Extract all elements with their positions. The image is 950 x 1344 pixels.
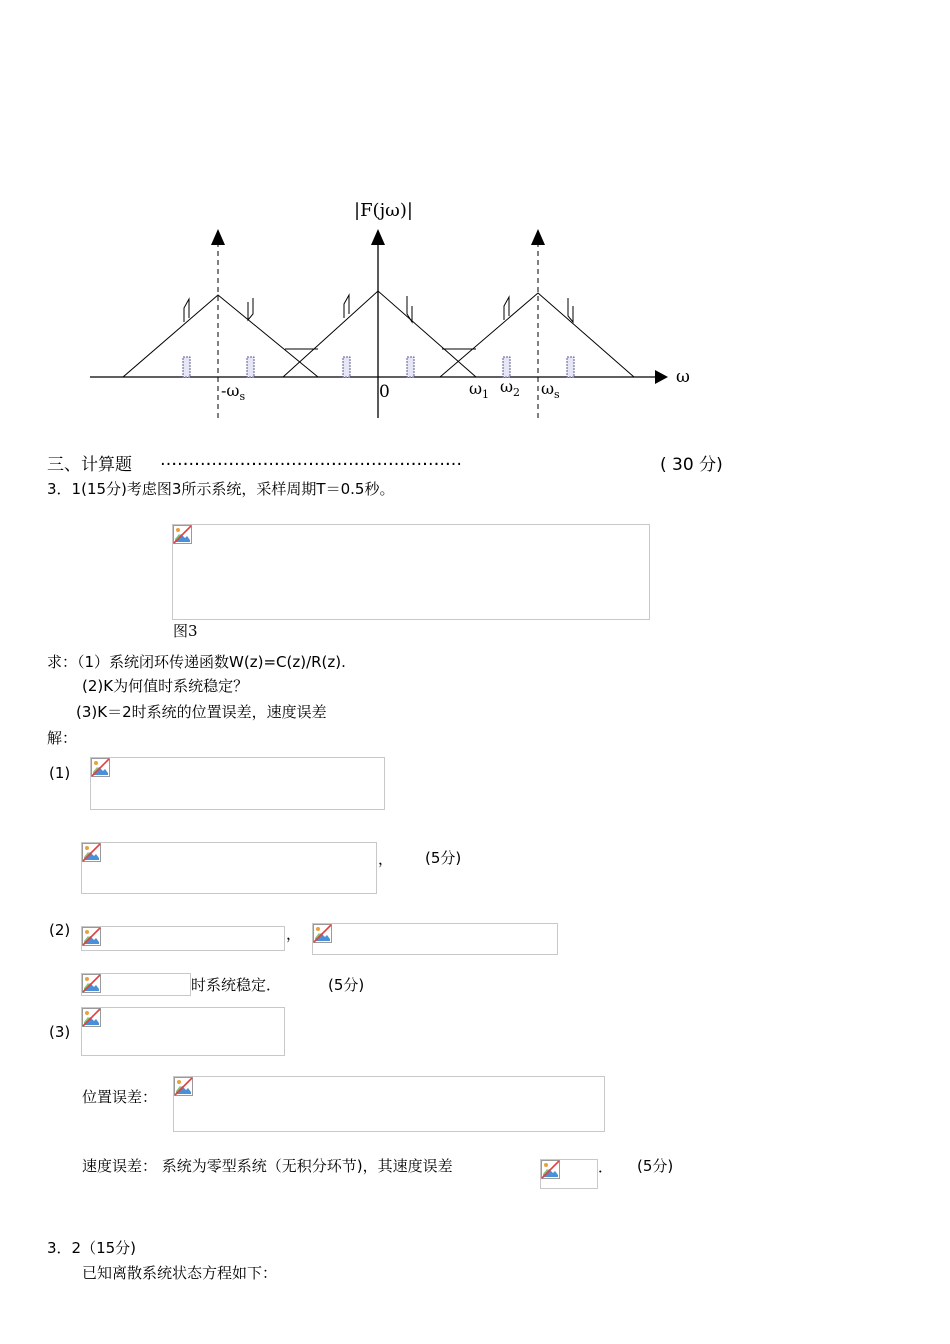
tick-ws: $\omega_s$ bbox=[541, 379, 560, 401]
sol2-label: (2) bbox=[49, 921, 71, 939]
broken-image-icon bbox=[541, 1160, 560, 1179]
tick-zero: 0 bbox=[379, 382, 390, 402]
spectrum-right bbox=[440, 293, 634, 377]
x-axis-label: ω bbox=[676, 367, 690, 387]
left-dashed-arrow bbox=[211, 229, 225, 245]
section-heading: 三、计算题 bbox=[47, 455, 132, 475]
tick-w2: $\omega_2$ bbox=[500, 377, 521, 399]
sol2-formula-a bbox=[81, 926, 285, 951]
sol1-label: (1) bbox=[49, 764, 71, 782]
vel-period: ． bbox=[598, 1158, 614, 1176]
pos-error-formula bbox=[173, 1076, 605, 1132]
q31-ask-2: (2)K为何值时系统稳定？ bbox=[82, 677, 249, 695]
broken-image-icon bbox=[313, 924, 332, 943]
y-axis-label: |F(jω)| bbox=[354, 200, 413, 221]
sol2-stable-text: 时系统稳定． bbox=[191, 976, 282, 994]
sol2-comma: ， bbox=[286, 925, 302, 943]
q31-prompt: 3．1(15分)考虑图3所示系统，采样周期T＝0.5秒。 bbox=[47, 480, 395, 498]
sol1-formula-a bbox=[90, 757, 385, 810]
spectrum-left bbox=[123, 295, 318, 377]
vel-error-formula bbox=[540, 1159, 598, 1189]
section-leader: …………………………………………………………………… bbox=[160, 450, 457, 470]
magnitude-axis-arrow bbox=[371, 229, 385, 245]
figure3-caption: 图3 bbox=[173, 622, 198, 640]
tick-neg-ws: $-\omega_s$ bbox=[221, 381, 246, 403]
sol2-formula-b bbox=[312, 923, 558, 955]
broken-image-icon bbox=[82, 843, 101, 862]
pos-error-label: 位置误差： bbox=[82, 1088, 158, 1106]
q32-title: 3．2（15分) bbox=[47, 1239, 137, 1257]
sol1-formula-b bbox=[81, 842, 377, 894]
broken-image-icon bbox=[82, 974, 101, 993]
spectrum-figure bbox=[0, 0, 950, 440]
spectrum-center bbox=[283, 291, 476, 377]
q32-prompt: 已知离散系统状态方程如下： bbox=[82, 1264, 278, 1282]
sol1-comma: ， bbox=[378, 850, 394, 868]
solution-label: 解： bbox=[47, 729, 78, 747]
sol2-stability-range bbox=[81, 973, 191, 996]
tick-w1: $\omega_1$ bbox=[469, 379, 490, 401]
broken-image-icon bbox=[173, 525, 192, 544]
q31-ask-1: 求：（1）系统闭环传递函数W(z)=C(z)/R(z). bbox=[47, 653, 346, 671]
omega-axis-arrow bbox=[655, 370, 668, 384]
sol1-points: (5分) bbox=[425, 849, 462, 867]
q31-ask-3: (3)K＝2时系统的位置误差，速度误差 bbox=[76, 703, 327, 721]
broken-image-icon bbox=[82, 1008, 101, 1027]
broken-image-icon bbox=[91, 758, 110, 777]
section-score: ( 30 分) bbox=[660, 455, 723, 475]
broken-image-icon bbox=[82, 927, 101, 946]
figure3-image bbox=[172, 524, 650, 620]
broken-image-icon bbox=[174, 1077, 193, 1096]
vel-points: (5分) bbox=[637, 1157, 674, 1175]
sol3-label: (3) bbox=[49, 1023, 71, 1041]
sol2-points: (5分) bbox=[328, 976, 365, 994]
sol3-formula bbox=[81, 1007, 285, 1056]
vel-error-text: 速度误差： 系统为零型系统（无积分环节)，其速度误差 bbox=[82, 1157, 453, 1175]
right-dashed-arrow bbox=[531, 229, 545, 245]
